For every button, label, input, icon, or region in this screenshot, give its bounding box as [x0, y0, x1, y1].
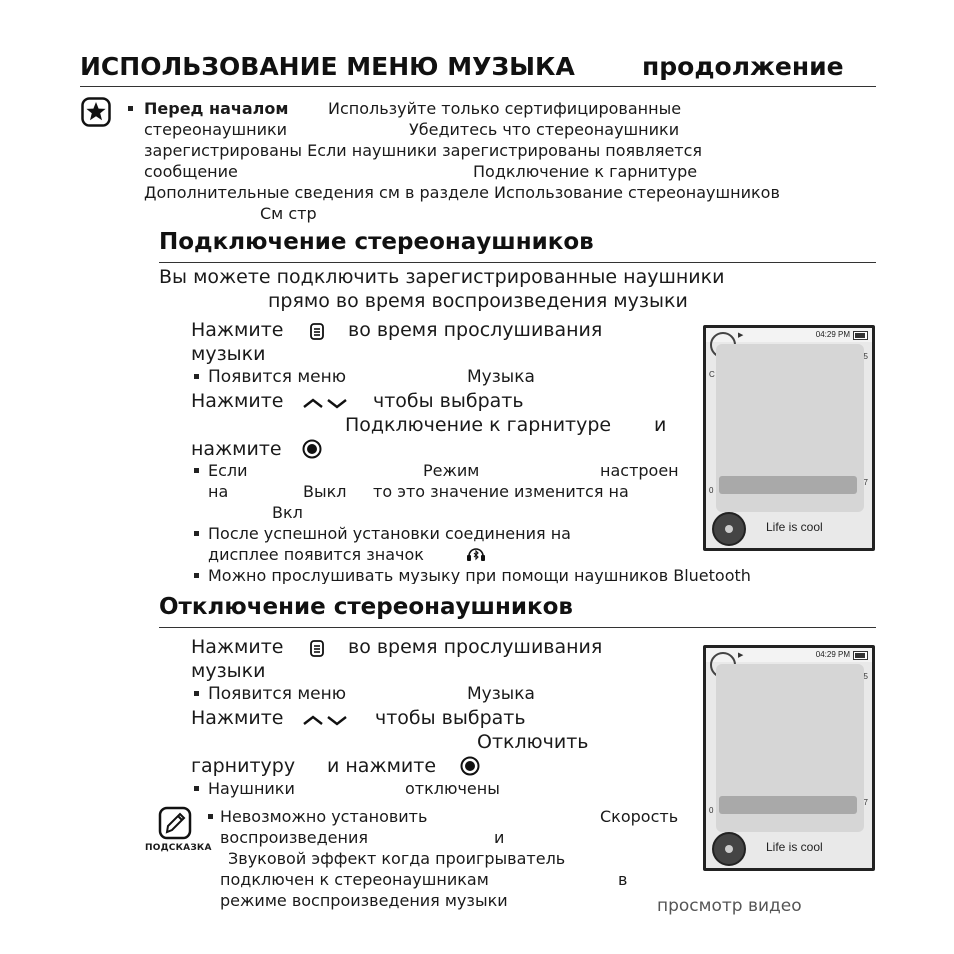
connect-b3: Можно прослушивать музыку при помощи наушников Bluetooth [208, 566, 751, 584]
tip-l4-b: в [618, 870, 628, 889]
connect-b2-b: дисплее появится значок [208, 545, 424, 564]
connect-step1-b: во время прослушивания [348, 319, 603, 341]
disconnect-step2-c: Отключить [477, 731, 589, 753]
connect-intro-2: прямо во время воспроизведения музыки [268, 290, 688, 312]
disconnect-heading: Отключение стереонаушников [159, 594, 573, 620]
note-lead: Перед началом [144, 99, 289, 118]
title-rule [80, 86, 876, 87]
menu-highlight [719, 796, 857, 814]
tip-l2-a: воспроизведения [220, 828, 368, 847]
connect-b1-b: Режим [423, 461, 480, 480]
connect-step1-bullet-a: Появится меню [208, 367, 347, 387]
tip-l1-b: Скорость [600, 807, 679, 826]
tip-l1-a: Невозможно установить [220, 807, 428, 826]
disconnect-step1-b: во время прослушивания [348, 636, 603, 658]
play-icon: ▶ [738, 331, 744, 339]
connect-b1-f: то это значение изменится на [373, 482, 629, 501]
device-left-mid: C [709, 370, 715, 379]
disconnect-step2-d: гарнитуру [191, 755, 296, 777]
tip-l5: режиме воспроизведения музыки [220, 891, 508, 910]
connect-step1-c: музыки [191, 343, 266, 365]
tip-aside: просмотр видео [657, 896, 802, 916]
device-screen-disconnect [703, 645, 875, 871]
battery-icon [853, 331, 868, 340]
connect-b1-a: Если [208, 461, 248, 480]
tip-label: ПОДСКАЗКА [145, 843, 212, 853]
device-time: 04:29 PM [815, 330, 850, 339]
disconnect-step1-a: Нажмите [191, 636, 284, 658]
disconnect-step2-e: и нажмите [327, 755, 437, 777]
disconnect-step1-bullet [194, 691, 199, 696]
menu-button-icon [310, 640, 324, 657]
connect-step1-bullet-b: Музыка [467, 367, 535, 387]
disconnect-b1-a: Наушники [208, 779, 295, 798]
device-song: Life is cool [766, 520, 823, 534]
note-line-0: Используйте только сертифицированные [328, 99, 682, 118]
device-side-top: 5 [863, 352, 868, 361]
disconnect-step1-c: музыки [191, 660, 266, 682]
connect-b1-e: Выкл [303, 482, 347, 501]
connect-intro-1: Вы можете подключить зарегистрированные наушники [159, 266, 725, 288]
connect-b2-bullet [194, 531, 199, 536]
connect-step1-bullet [194, 374, 199, 379]
up-down-arrows-icon [302, 712, 348, 726]
device-time: 04:29 PM [815, 650, 850, 659]
note-line-4: сообщение [144, 162, 238, 181]
disconnect-rule [159, 627, 876, 628]
device-screen-connect [703, 325, 875, 551]
connect-b3-clip [190, 563, 850, 584]
connect-b1-g: Вкл [272, 503, 303, 522]
connect-step2-a: Нажмите [191, 390, 284, 412]
connect-step2-c: Подключение к гарнитуре [345, 414, 612, 436]
disconnect-step1-bullet-a: Появится меню [208, 684, 347, 704]
note-line-1: стереонаушники [144, 120, 288, 139]
disconnect-step1-bullet-b: Музыка [467, 684, 535, 704]
page-title: ИСПОЛЬЗОВАНИЕ МЕНЮ МУЗЫКА [80, 52, 575, 81]
select-button-icon [302, 439, 322, 459]
tip-bullet [208, 814, 213, 819]
select-button-icon [460, 756, 480, 776]
note-line-5: Подключение к гарнитуре [473, 162, 698, 181]
note-line-3: зарегистрированы Если наушники зарегистрированы появляется [144, 141, 703, 160]
album-disc-icon [712, 832, 746, 866]
page-title-continued: продолжение [642, 52, 844, 81]
bluetooth-headset-icon [466, 547, 486, 563]
connect-b1-c: настроен [600, 461, 679, 480]
star-note-icon [81, 97, 111, 127]
note-line-6: Дополнительные сведения см в разделе Использование стереонаушников [144, 183, 780, 202]
device-left-bottom: 0 [709, 806, 714, 815]
connect-heading: Подключение стереонаушников [159, 229, 594, 255]
device-song: Life is cool [766, 840, 823, 854]
disconnect-step2-a: Нажмите [191, 707, 284, 729]
play-icon: ▶ [738, 651, 744, 659]
connect-b1-d: на [208, 482, 229, 501]
connect-step2-b: чтобы выбрать [373, 390, 524, 412]
album-disc-icon [712, 512, 746, 546]
connect-rule [159, 262, 876, 263]
battery-icon [853, 651, 868, 660]
note-line-7: См стр [260, 204, 317, 223]
disconnect-step2-b: чтобы выбрать [375, 707, 526, 729]
connect-step2-e: нажмите [191, 438, 282, 460]
menu-highlight [719, 476, 857, 494]
connect-b2-a: После успешной установки соединения на [208, 524, 571, 543]
connect-b3-bullet [194, 573, 199, 578]
note-line-2: Убедитесь что стереонаушники [409, 120, 680, 139]
device-side-bottom: 7 [863, 478, 868, 487]
pencil-tip-icon [158, 806, 192, 840]
note-bullet [128, 106, 133, 111]
connect-b1-bullet [194, 468, 199, 473]
disconnect-b1-b: отключены [405, 779, 500, 798]
device-left-bottom: 0 [709, 486, 714, 495]
device-side-bottom: 7 [863, 798, 868, 807]
disconnect-b1-bullet [194, 786, 199, 791]
up-down-arrows-icon [302, 395, 348, 409]
menu-button-icon [310, 323, 324, 340]
tip-l3: Звуковой эффект когда проигрыватель [228, 849, 566, 868]
tip-l2-b: и [494, 828, 505, 847]
device-side-top: 5 [863, 672, 868, 681]
tip-l4-a: подключен к стереонаушникам [220, 870, 489, 889]
connect-step2-d: и [654, 414, 667, 436]
connect-step1-a: Нажмите [191, 319, 284, 341]
